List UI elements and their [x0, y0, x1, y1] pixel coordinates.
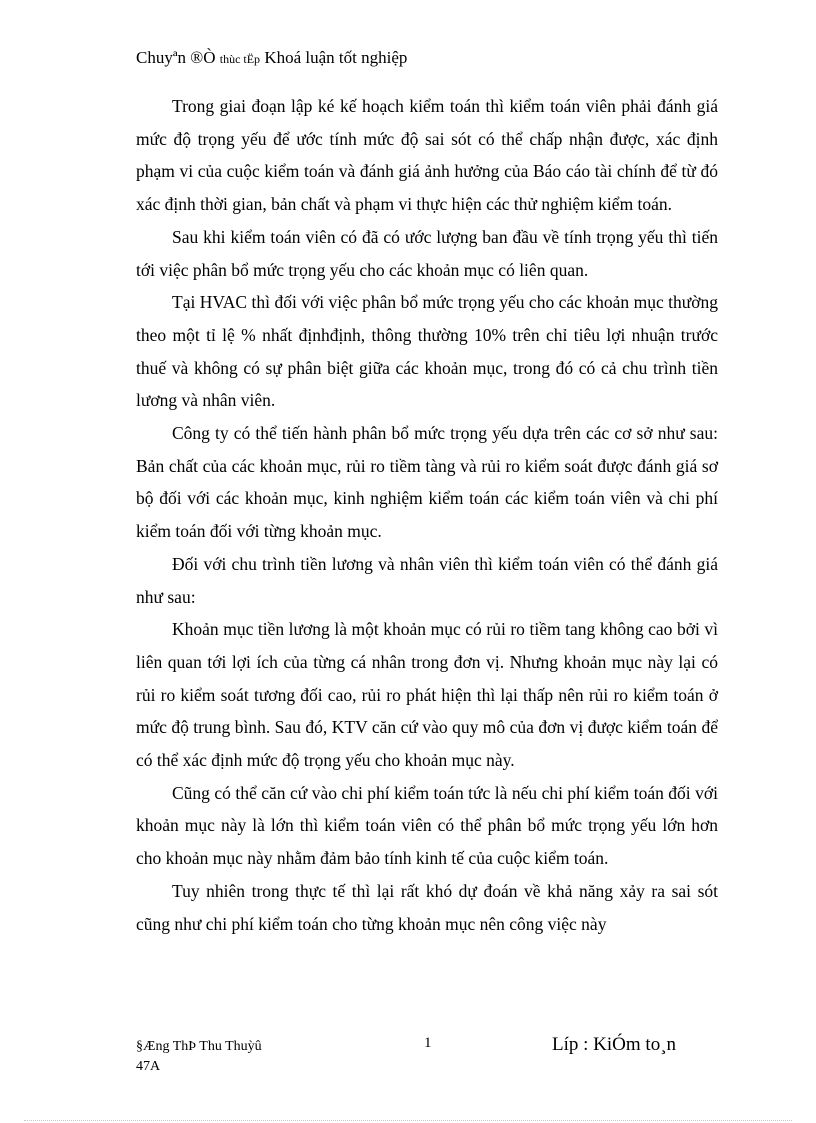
running-header — [136, 48, 407, 68]
body-text — [136, 90, 718, 940]
author-name: §Æng ThÞ Thu Thuỳ — [136, 1039, 255, 1054]
page-bottom-divider — [24, 1120, 792, 1121]
header-part-1: Chuyªn ®Ò — [136, 48, 220, 67]
header-part-3: Khoá luận tốt nghiệp — [260, 48, 408, 67]
paragraph: Cũng có thể căn cứ vào chi phí kiểm toán tức là nếu chi phí kiểm toán đối với khoản mục này là lớn thì kiểm toán viên có thể phân bổ mức trọng yếu lớn hơn cho khoản mục này nhằm đảm bảo tính kinh tế của cuộc kiểm toán. — [136, 782, 718, 869]
paragraph: Tại HVAC thì đối với việc phân bổ mức trọng yếu cho các khoản mục thường theo một tỉ lệ % nhất địnhđịnh, thông thường 10% trên chỉ tiêu lợi nhuận trước thuế và không có sự phân biệt giữa các khoản mục, trong đó có cả chu trình tiền lương và nhân viên. — [136, 292, 718, 411]
paragraph: Đối với chu trình tiền lương và nhân viên thì kiểm toán viên có thể đánh giá như sau: — [136, 553, 718, 607]
paragraph: Trong giai đoạn lập ké kế hoạch kiểm toán thì kiểm toán viên phải đánh giá mức độ trọng yếu để ước tính mức độ sai sót có thể chấp nhận được, xác định phạm vi của cuộc kiểm toán và đánh giá ảnh hưởng của Báo cáo tài chính để từ đó xác định thời gian, bản chất và phạm vi thực hiện các thử nghiệm kiểm toán. — [136, 96, 718, 215]
paragraph: Công ty có thể tiến hành phân bổ mức trọng yếu dựa trên các cơ sở như sau: Bản chất của các khoản mục, rủi ro tiềm tàng và rủi ro kiểm soát được đánh giá sơ bộ đối với các khoản mục, kinh nghiệm kiểm toán các kiểm toán viên và chi phí kiểm toán đối với từng khoản mục. — [136, 423, 718, 542]
paragraph: Khoản mục tiền lương là một khoản mục có rủi ro tiềm tang không cao bởi vì liên quan tới lợi ích của từng cá nhân trong đơn vị. Nhưng khoản mục này lại có rủi ro kiểm soát tương đối cao, rủi ro phát hiện thì lại thấp nên rủi ro kiểm toán ở mức độ trung bình. Sau đó, KTV căn cứ vào quy mô của đơn vị được kiểm toán để có thể xác định mức độ trọng yếu cho khoản mục này. — [136, 619, 718, 771]
footer-author — [136, 1037, 262, 1077]
page-number: 1 — [424, 1035, 432, 1051]
author-class-code: 47A — [136, 1059, 161, 1074]
author-name-suffix: û — [254, 1039, 262, 1054]
header-part-2: thùc tËp — [219, 52, 261, 66]
paragraph: Sau khi kiểm toán viên có đã có ước lượng ban đầu về tính trọng yếu thì tiến tới việc phân bổ mức trọng yếu cho các khoản mục có liên quan. — [136, 226, 718, 280]
paragraph: Tuy nhiên trong thực tế thì lại rất khó dự đoán về khả năng xảy ra sai sót cũng như chi phí kiểm toán cho từng khoản mục nên công việc này — [136, 880, 718, 934]
footer-class-label: Líp : KiÓm to¸n — [552, 1034, 677, 1055]
